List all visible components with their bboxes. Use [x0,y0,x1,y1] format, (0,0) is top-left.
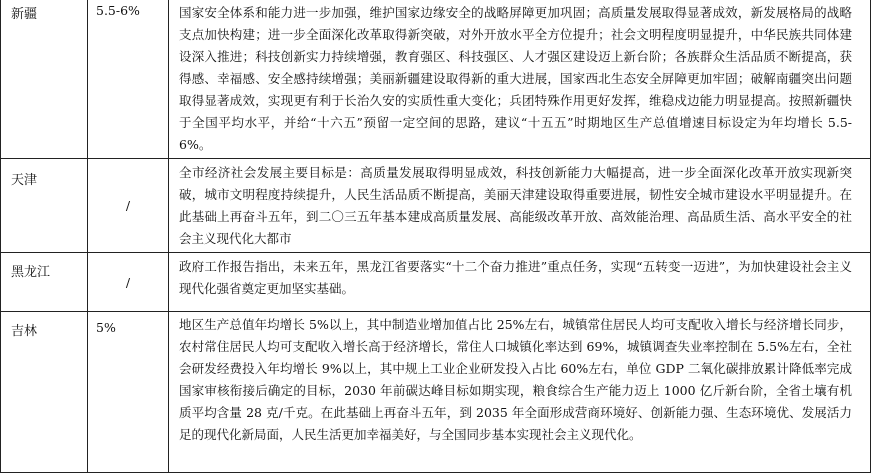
target-description-cell: 地区生产总值年均增长 5%以上，其中制造业增加值占比 25%左右，城镇常住居民人均可支配收入增长与经济增长同步，农村常住居民人均可支配收入增长高于经济增长，常住人口城镇化率达到 69%，城镇调查失业率控制在 5.5%左右，全社会研发经费投入年均增长 9%以上，其中规上工业企业研发投入占比 60%左右，单位 GDP 二氧化碳排放累计降低率完成国家审核衔接后确定的目标，2030 年前碳达峰目标如期实现，粮食综合生产能力迈上 1000 亿斤新台阶，全省土壤有机质平均含量 28 克/千克。在此基础上再奋斗五年，到 2035 年全面形成营商环境好、创新能力强、生态环境优、发展活力足的现代化新局面，人民生活更加幸福美好，与全国同步基本实现社会主义现代化。 [169,312,871,473]
region-cell: 黑龙江 [1,253,88,312]
table-row [1,0,871,159]
target-description-cell: 国家安全体系和能力进一步加强，维护国家边缘安全的战略屏障更加巩固；高质量发展取得显著成效，新发展格局的战略支点加快构建；进一步全面深化改革取得新突破，对外开放水平全方位提升；社会文明程度明显提升，中华民族共同体建设深入推进；科技创新实力持续增强，教育强区、科技强区、人才强区建设迈上新台阶；各族群众生活品质不断提高，获得感、幸福感、安全感持续增强；美丽新疆建设取得新的重大进展，国家西北生态安全屏障更加牢固；破解南疆突出问题取得显著成效，实现更有利于长治久安的实质性重大变化；兵团特殊作用更好发挥，维稳戍边能力明显提高。按照新疆快于全国平均水平，并给“十六五”预留一定空间的思路，建议“十五五”时期地区生产总值增速目标设定为年均增长 5.5-6%。 [169,0,871,159]
growth-target-cell: 5% [88,312,169,473]
region-cell: 天津 [1,159,88,253]
growth-target-cell: 5.5-6% [88,0,169,159]
growth-target-cell: / [88,253,169,312]
table-row [1,253,871,312]
region-cell: 吉林 [1,312,88,473]
table-row [1,312,871,473]
table-row [1,159,871,253]
growth-target-cell: / [88,159,169,253]
target-description-cell: 政府工作报告指出，未来五年，黑龙江省要落实“十二个奋力推进”重点任务，实现“五转变一迈进”，为加快建设社会主义现代化强省奠定更加坚实基础。 [169,253,871,312]
region-cell: 新疆 [1,0,88,159]
target-description-cell: 全市经济社会发展主要目标是：高质量发展取得明显成效，科技创新能力大幅提高，进一步全面深化改革开放实现新突破，城市文明程度持续提升，人民生活品质不断提高，美丽天津建设取得重要进展，韧性安全城市建设水平明显提升。在此基础上再奋斗五年，到二〇三五年基本建成高质量发展、高能级改革开放、高效能治理、高品质生活、高水平安全的社会主义现代化大都市 [169,159,871,253]
